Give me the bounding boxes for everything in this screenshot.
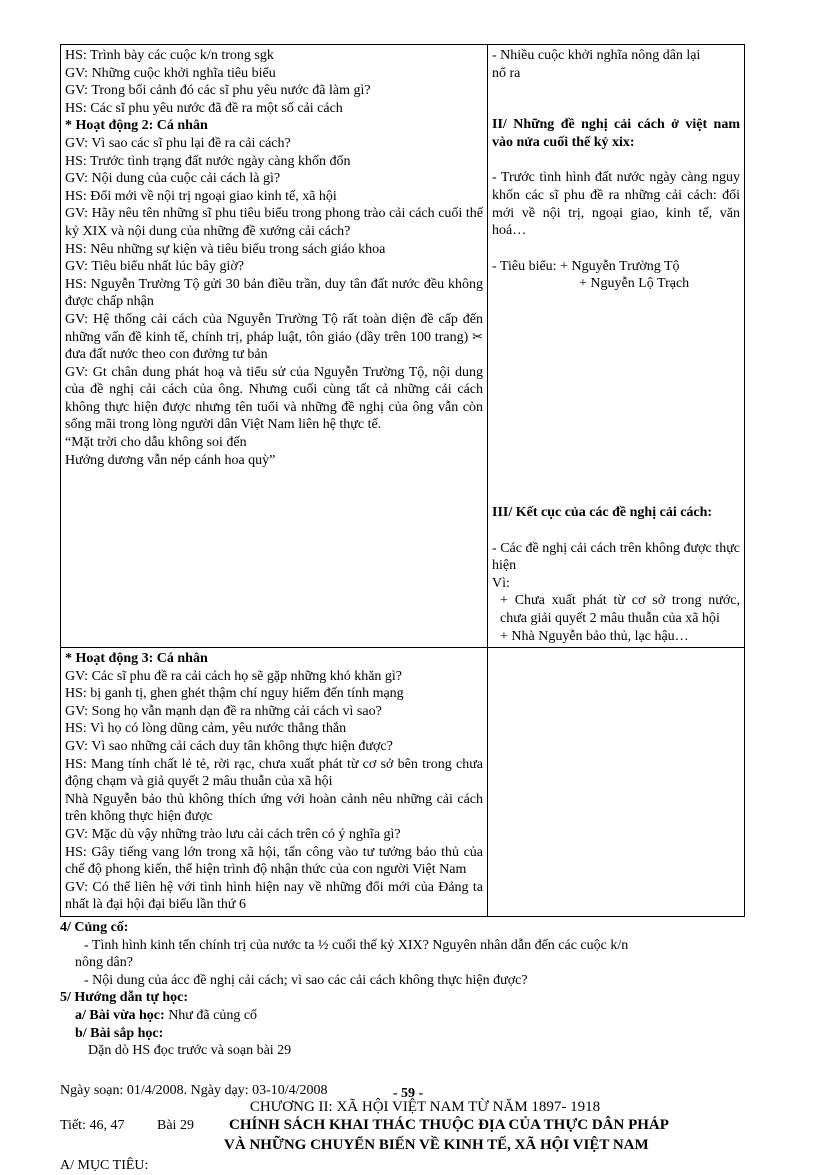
table-row — [61, 45, 745, 648]
dialogue-line: GV: Các sĩ phu đề ra cải cách họ sẽ gặp những khó khăn gì? — [65, 668, 403, 684]
teacher-student-column — [61, 45, 488, 648]
content-column — [488, 648, 745, 917]
content-list-item: + Nguyễn Lộ Trạch — [579, 276, 690, 292]
dialogue-line: GV: Hãy nêu tên những sĩ phu tiêu biểu trong phong trào cải cách cuối thế kỷ XIX và nội dung của những đề xướng cải cách? — [65, 206, 483, 239]
content-text: - Các đề nghị cải cách trên không được thực hiện — [492, 540, 740, 574]
dialogue-line: HS: bị ganh tị, ghen ghét thậm chí nguy hiểm đến tính mạng — [65, 686, 404, 702]
content-list-item: + Chưa xuất phát từ cơ sở trong nước, chưa giải quyết 2 mâu thuẫn của xã hội — [500, 593, 740, 626]
after-table-section — [60, 919, 750, 1175]
consolidation-heading: 4/ Củng cố: — [60, 920, 129, 935]
content-text: Vì: — [492, 575, 510, 591]
consolidation-question-cont: nông dân? — [75, 955, 133, 971]
dialogue-line: HS: Trước tình trạng đất nước ngày càng khốn đốn — [65, 153, 351, 169]
reform-text: GV: Hệ thống cải cách của Nguyễn Trường Tộ rất toàn diện đề cấp đến những vấn đề kinh tế, chính trị, pháp luật, tôn giáo (dầy trên 100 trang) — [65, 311, 483, 345]
dialogue-line: GV: Vì sao những cải cách duy tân không thực hiện được? — [65, 739, 393, 755]
dialogue-line: GV: Trong bối cảnh đó các sĩ phu yêu nước đã làm gì? — [65, 83, 371, 99]
dialogue-line: GV: Nội dung của cuộc cải cách là gì? — [65, 171, 281, 187]
reform-text-end: đưa đất nước theo con đường tư bản — [65, 347, 268, 363]
poem-line: Hướng dương vẫn nép cánh hoa quỳ” — [65, 452, 276, 468]
content-line: nổ ra — [492, 65, 521, 81]
dialogue-line: GV: Song họ vẫn mạnh dạn đề ra những cải cách vì sao? — [65, 703, 382, 719]
poem-line: “Mặt trời cho dẫu không soi đến — [65, 435, 247, 451]
dialogue-line: HS: Gây tiếng vang lớn trong xã hội, tấn công vào tư tưởng bảo thủ của chế độ phong kiến, thể hiện trình độ nhận thức của con người Việt Nam — [65, 844, 483, 878]
scissor-icon: ✂ — [472, 329, 484, 345]
page-number: - 59 - — [392, 1086, 424, 1101]
homework-heading: 5/ Hướng dẫn tự học: — [60, 990, 189, 1006]
lesson-header — [60, 1117, 750, 1137]
lesson-periods: Tiết: 46, 47 — [60, 1117, 125, 1133]
content-column — [488, 45, 745, 648]
dialogue-line: HS: Vì họ có lòng dũng cảm, yêu nước thẳng thắn — [65, 721, 347, 737]
homework-text: Dặn dò HS đọc trước và soạn bài 29 — [88, 1043, 292, 1059]
lesson-table — [60, 44, 745, 917]
dialogue-line: HS: Các sĩ phu yêu nước đã đề ra một số cải cách — [65, 100, 343, 116]
lesson-title: CHÍNH SÁCH KHAI THÁC THUỘC ĐỊA CỦA THỰC DÂN PHÁP — [229, 1116, 669, 1133]
dialogue-line: GV: Những cuộc khởi nghĩa tiêu biểu — [65, 65, 276, 81]
teacher-student-column — [61, 648, 488, 917]
dialogue-line: HS: Trình bày các cuộc k/n trong sgk — [65, 48, 274, 63]
section-heading-ii: II/ Những đề nghị cải cách ở việt nam vào nửa cuối thế kỷ xix: — [492, 117, 740, 150]
dialogue-line: HS: Mang tính chất lẻ tẻ, rời rạc, chưa xuất phát từ cơ sở bên trong chưa động chạm và giả quyết 2 mâu thuẫn của xã hội — [65, 756, 483, 790]
content-line: - Nhiều cuộc khởi nghĩa nông dân lại — [492, 48, 701, 63]
consolidation-question: - Tình hình kinh tến chính trị của nước ta ½ cuối thế kỷ XIX? Nguyên nhân dẫn đến các cuộc k/n — [84, 937, 629, 953]
dialogue-line: GV: Mặc dù vậy những trào lưu cải cách trên có ý nghĩa gì? — [65, 827, 401, 843]
lesson-title-cont: VÀ NHỮNG CHUYỂN BIẾN VỀ KINH TẾ, XÃ HỘI VIỆT NAM — [224, 1136, 649, 1153]
section-heading-iii: III/ Kết cục của các đề nghị cải cách: — [492, 504, 713, 520]
dialogue-line: GV: Có thể liên hệ với tình hình hiện nay về những đổi mới của Đảng ta nhất là đại hội đại biểu lần thứ 6 — [65, 879, 483, 913]
objectives-heading: A/ MỤC TIÊU: — [60, 1157, 149, 1173]
page-content — [60, 44, 750, 1175]
dialogue-line: GV: Gt chân dung phát hoạ và tiểu sử của Nguyễn Trường Tộ, nội dung của đề nghị cải cách của ông. Nhưng cuối cùng tất cả những cải cách không thực hiện được nhưng tên tuổi và những đề nghị của ông vẫn còn sống mãi trong lòng người dân Việt Nam liên hệ thực tế. — [65, 364, 483, 433]
dialogue-line — [65, 311, 483, 364]
table-row — [61, 648, 745, 917]
content-text: - Trước tình hình đất nước ngày càng nguy khốn các sĩ phu đề ra những cải cách: đổi mới về nội trị, ngoại giao, kinh tế, văn hoá… — [492, 170, 740, 239]
dialogue-line: HS: Nguyễn Trường Tộ gửi 30 bản điều trần, duy tân đất nước đều không được chấp nhận — [65, 276, 483, 310]
content-list-item: - Tiêu biểu: + Nguyễn Trường Tộ — [492, 258, 680, 274]
chapter-title: CHƯƠNG II: XÃ HỘI VIỆT NAM TỪ NĂM 1897- 1918 — [249, 1099, 601, 1116]
lesson-number: Bài 29 — [157, 1117, 194, 1133]
consolidation-question: - Nội dung của ácc đề nghị cải cách; vì sao các cải cách không thực hiện được? — [84, 972, 528, 988]
dialogue-line: HS: Đổi mới về nội trị ngoại giao kinh tế, xã hội — [65, 188, 337, 204]
dialogue-line: GV: Vì sao các sĩ phu lại đề ra cải cách? — [65, 135, 291, 151]
homework-label: b/ Bài sắp học: — [75, 1025, 164, 1041]
homework-item — [60, 1007, 750, 1025]
lesson-dates: Ngày soạn: 01/4/2008. Ngày dạy: 03-10/4/2008 — [60, 1082, 328, 1098]
homework-label: a/ Bài vừa học: — [75, 1007, 165, 1023]
homework-text: Như đã củng cố — [164, 1007, 258, 1023]
dialogue-line: HS: Nêu những sự kiện và tiêu biểu trong sách giáo khoa — [65, 241, 386, 257]
activity-heading: * Hoạt động 3: Cá nhân — [65, 651, 208, 667]
dialogue-line: GV: Tiêu biểu nhất lúc bây giờ? — [65, 259, 245, 275]
content-list-item: + Nhà Nguyễn bảo thủ, lạc hậu… — [500, 628, 689, 644]
activity-heading: * Hoạt động 2: Cá nhân — [65, 118, 208, 134]
dialogue-line: Nhà Nguyễn bảo thủ không thích ứng với hoàn cảnh nêu những cải cách trên không thực hiện được — [65, 791, 483, 825]
